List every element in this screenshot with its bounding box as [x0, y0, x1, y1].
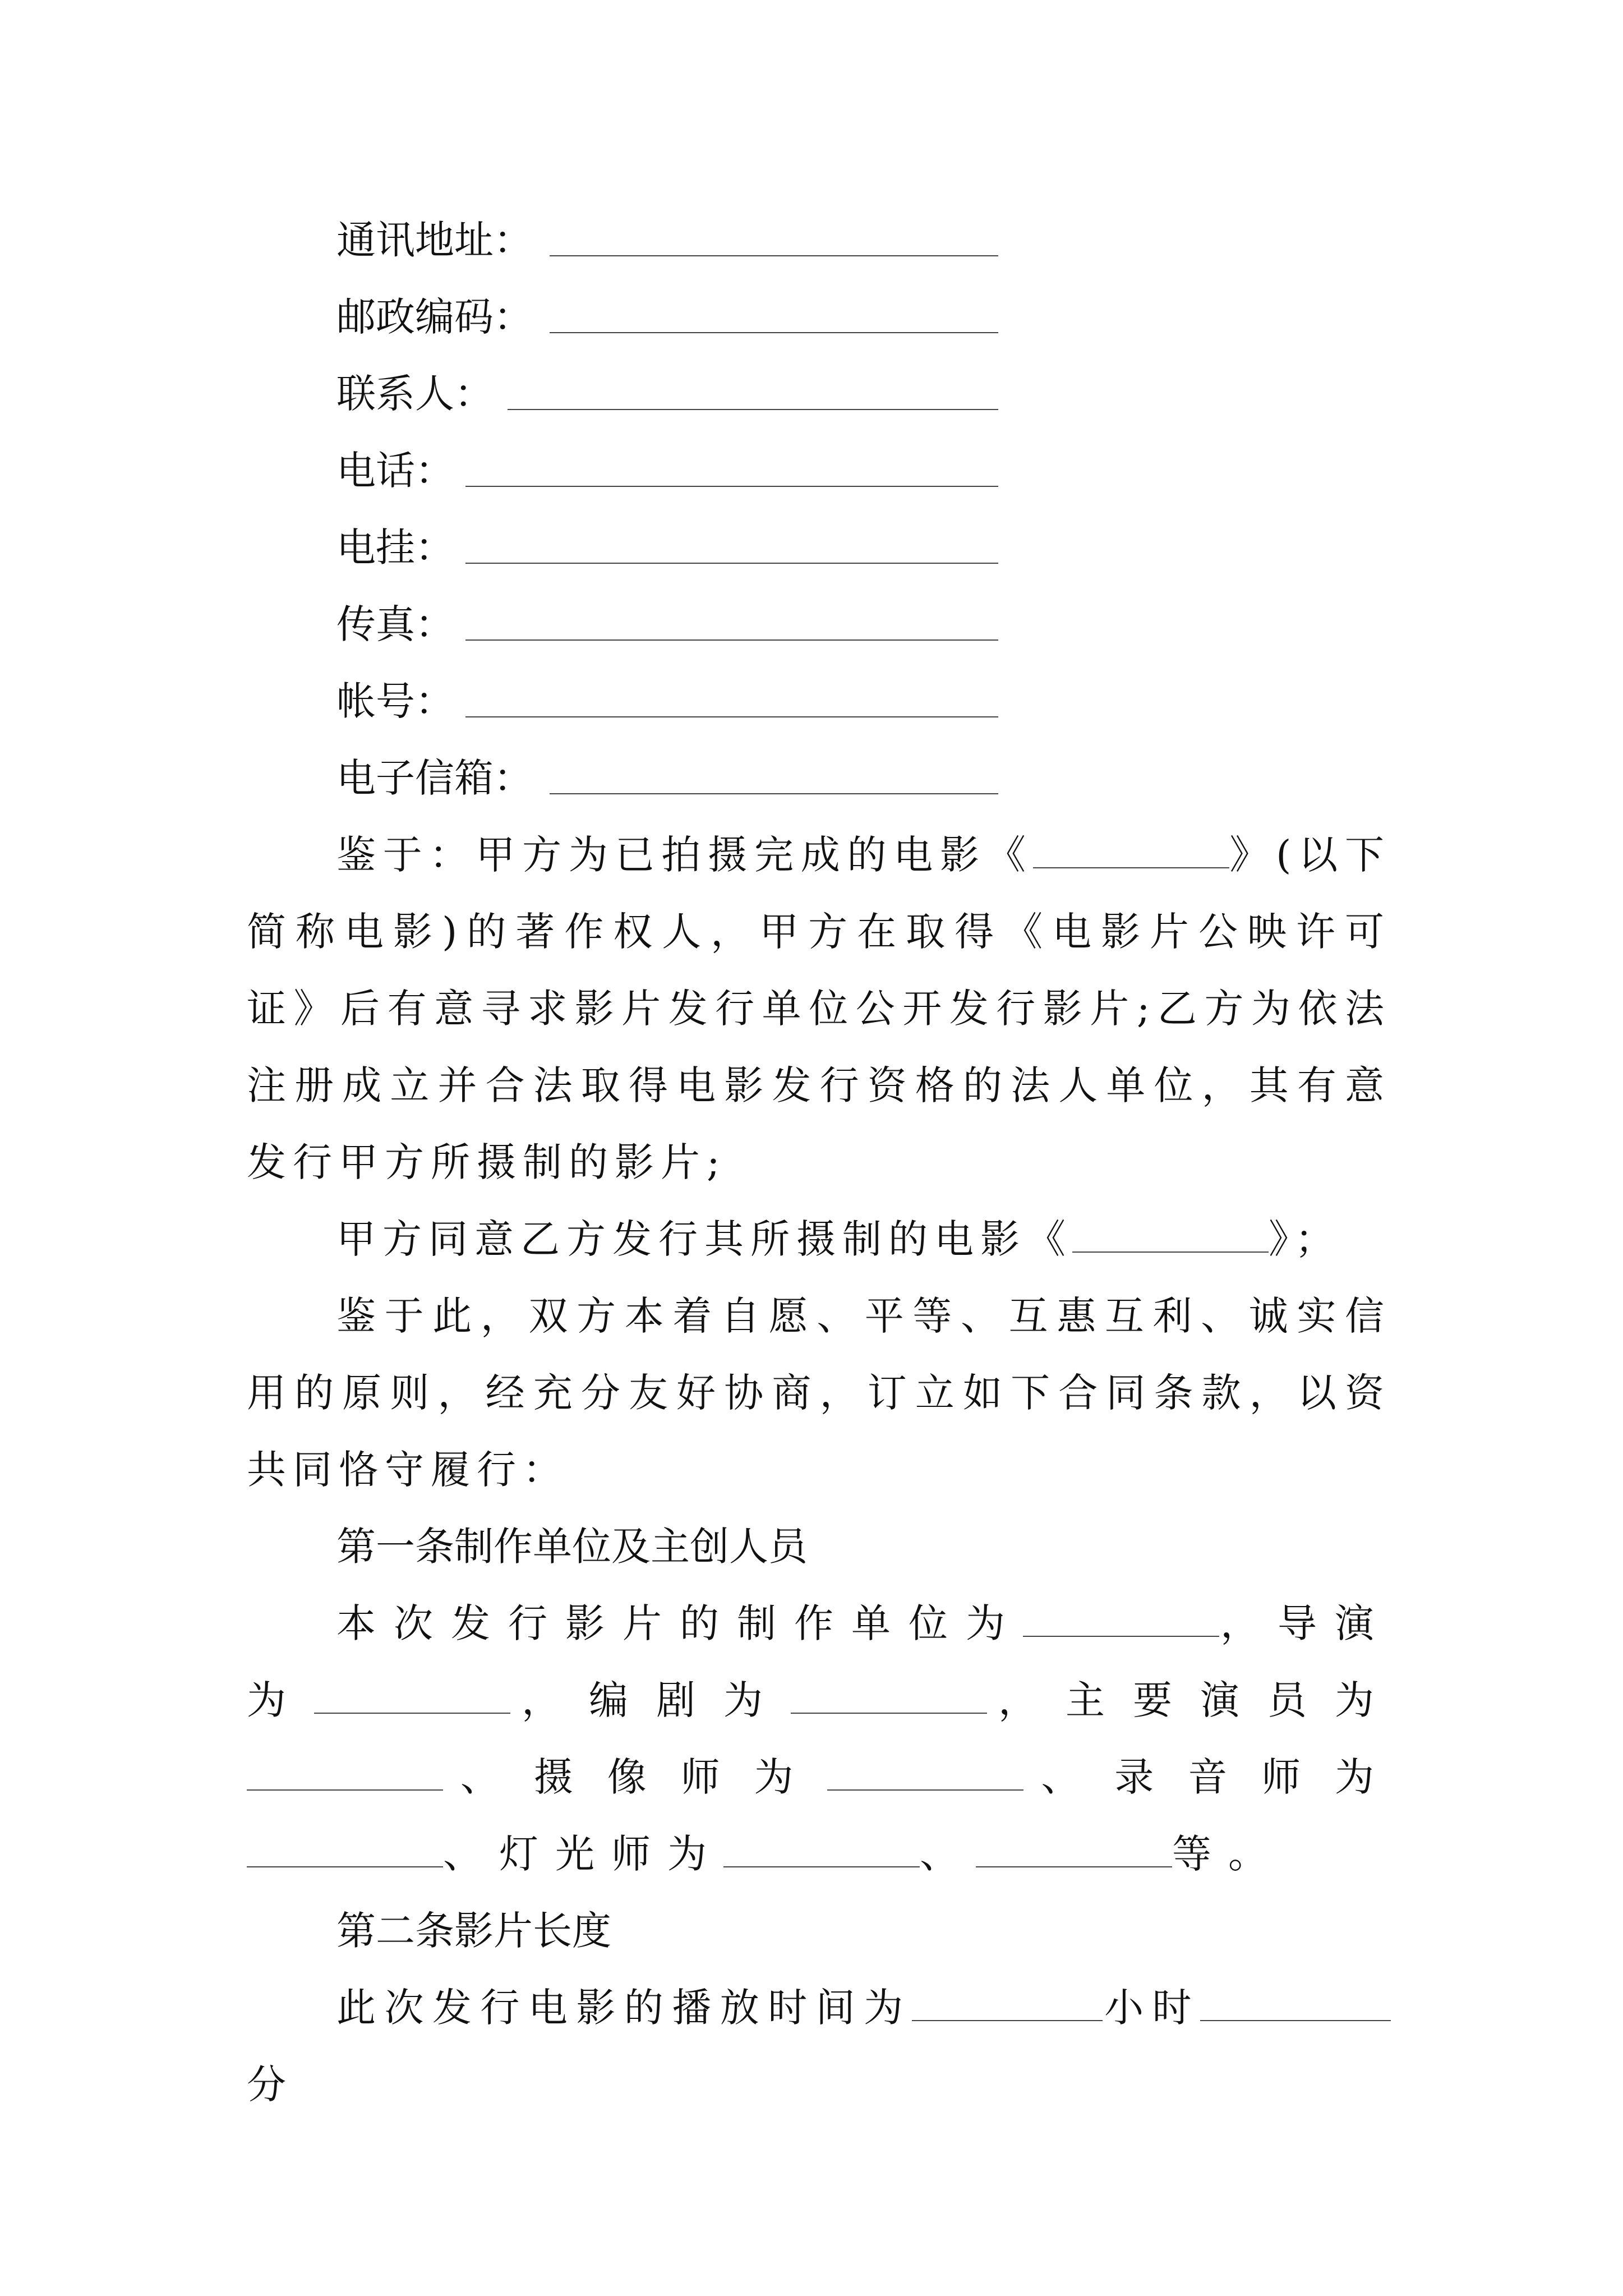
recital-text: 甲方同意乙方发行其所摄制的电影《 [336, 1216, 1072, 1262]
fill-blank[interactable] [465, 509, 998, 586]
recital-text: 》(以下简称电影)的著作权人，甲方在取得《电影片公映许可证》后有意寻求影片发行单位公开发行影片;乙方为依法注册成立并合法取得电影发行资格的法人单位，其有意发行甲方所摄制的影片; [247, 832, 1391, 1185]
article-text: 分 [247, 2062, 293, 2108]
field-phone [247, 432, 1391, 509]
article-2-body [247, 1970, 1391, 2123]
lighting-blank[interactable] [723, 1833, 920, 1867]
field-label: 邮政编码： [336, 294, 533, 340]
lead-actor-blank[interactable] [247, 1756, 443, 1791]
field-cable [247, 509, 1391, 586]
fill-blank[interactable] [550, 740, 998, 817]
field-email [247, 740, 1391, 817]
field-account [247, 663, 1391, 740]
article-text: ，编剧为 [510, 1677, 791, 1723]
article-text: 、灯光师为 [443, 1831, 723, 1877]
article-2-title: 第二条影片长度 [336, 1908, 611, 1954]
article-text: ，主要演员为 [987, 1677, 1391, 1723]
screenwriter-blank[interactable] [791, 1679, 987, 1714]
field-label: 帐号： [336, 678, 454, 724]
field-label: 传真： [336, 601, 454, 647]
film-title-blank[interactable] [1072, 1218, 1269, 1253]
field-address [247, 202, 1391, 279]
minutes-blank[interactable] [1200, 1986, 1391, 2021]
recital-text: 》； [1269, 1216, 1341, 1262]
fill-blank[interactable] [550, 279, 998, 356]
recital-paragraph-3: 鉴于此，双方本着自愿、平等、互惠互利、诚实信用的原则，经充分友好协商，订立如下合同条款，以资共同恪守履行： [247, 1293, 1391, 1493]
article-text: 、录音师为 [1023, 1754, 1391, 1800]
cameraman-blank[interactable] [827, 1756, 1023, 1791]
field-label: 电话： [336, 448, 454, 494]
field-label: 电挂： [336, 524, 454, 570]
fill-blank[interactable] [465, 586, 998, 663]
article-text: ，导演为 [247, 1600, 1391, 1723]
article-1-body [247, 1585, 1391, 1893]
film-title-blank[interactable] [1033, 834, 1229, 868]
other-staff-blank[interactable] [976, 1833, 1172, 1867]
article-text: 、摄像师为 [443, 1754, 828, 1800]
recital-paragraph-1 [247, 817, 1391, 1201]
article-text: 等。 [1172, 1831, 1284, 1877]
fill-blank[interactable] [465, 663, 998, 740]
fill-blank[interactable] [465, 432, 998, 509]
field-label: 电子信箱： [336, 755, 533, 801]
document-content [247, 202, 1391, 2123]
recital-paragraph-2 [247, 1201, 1391, 1278]
article-text: 本次发行影片的制作单位为 [336, 1600, 1023, 1646]
fill-blank[interactable] [508, 356, 998, 432]
field-label: 通讯地址： [336, 217, 533, 263]
field-postcode [247, 279, 1391, 356]
article-text: 、 [920, 1831, 976, 1877]
article-1-title: 第一条制作单位及主创人员 [336, 1524, 808, 1570]
sound-engineer-blank[interactable] [247, 1833, 443, 1867]
field-fax [247, 586, 1391, 663]
hours-blank[interactable] [912, 1986, 1103, 2021]
director-blank[interactable] [314, 1679, 510, 1714]
fill-blank[interactable] [550, 202, 998, 279]
article-text: 此次发行电影的播放时间为 [336, 1985, 912, 2031]
recital-text: 鉴于：甲方为已拍摄完成的电影《 [336, 832, 1033, 878]
article-text: 小时 [1102, 1985, 1201, 2031]
field-contact [247, 356, 1391, 432]
producer-blank[interactable] [1023, 1602, 1219, 1637]
field-label: 联系人： [336, 371, 494, 417]
